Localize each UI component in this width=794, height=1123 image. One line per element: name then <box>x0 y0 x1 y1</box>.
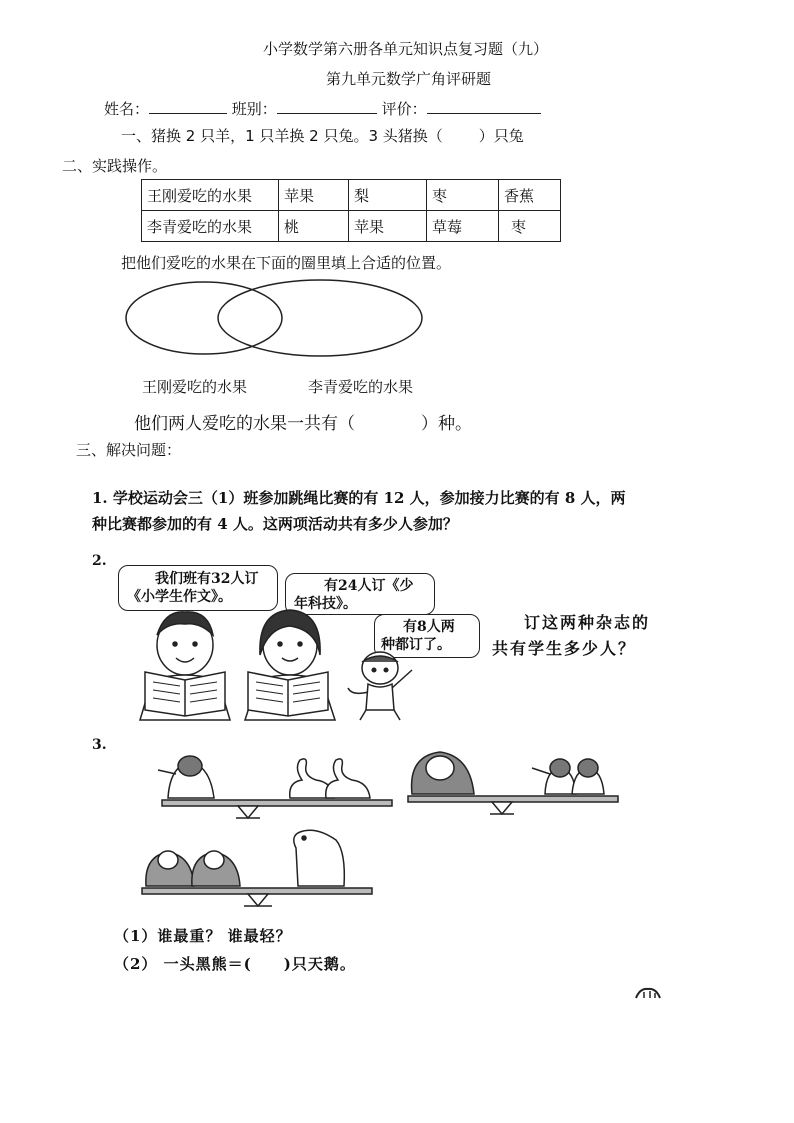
problem-3-question-1: （1）谁最重？ 谁最轻？ <box>114 927 292 945</box>
score-blank[interactable] <box>427 99 541 114</box>
score-label: 评价： <box>381 100 427 118</box>
problem-3-question-2: （2） 一头黑熊＝( )只天鹅。 <box>114 955 356 973</box>
q1-text-after: ）只兔 <box>478 127 524 145</box>
section-2-question <box>134 409 472 434</box>
bubble-3-line-1: 有8人两 <box>403 619 455 635</box>
right-circle-label: 李青爱吃的水果 <box>308 378 414 396</box>
table-cell: 草莓 <box>427 211 499 242</box>
table-cell: 梨 <box>349 180 427 211</box>
s2-question-after: ）种。 <box>421 414 472 434</box>
table-cell: 李青爱吃的水果 <box>142 211 279 242</box>
bubble-1-line-1: 我们班有32人订 <box>155 571 259 587</box>
table-cell: 桃 <box>279 211 349 242</box>
fruit-table <box>141 179 561 242</box>
bubble-2-line-1: 有24人订《少 <box>324 578 414 594</box>
swan-icon <box>326 759 370 798</box>
children-reading-illustration <box>120 600 420 725</box>
problem-1-line-1: 1. 学校运动会三（1）班参加跳绳比赛的有 12 人，参加接力比赛的有 8 人，两 <box>92 489 626 507</box>
decorative-mark <box>634 986 662 1000</box>
balance-scales-illustration <box>140 748 640 918</box>
problem-2-number: 2. <box>92 553 107 569</box>
scale-monkey-swans <box>158 756 392 818</box>
problem-2-question-line-1: 订这两种杂志的 <box>524 613 651 632</box>
section-2-title: 二、实践操作。 <box>62 157 168 175</box>
venn-left-circle[interactable] <box>126 282 282 354</box>
table-cell: 苹果 <box>349 211 427 242</box>
name-blank[interactable] <box>149 99 227 114</box>
bubble-3-line-2: 种都订了。 <box>381 637 451 653</box>
s2-question-before: 他们两人爱吃的水果一共有（ <box>134 414 355 434</box>
table-row <box>142 180 561 211</box>
table-cell: 香蕉 <box>499 180 561 211</box>
section-3-title: 三、解决问题： <box>76 441 182 459</box>
problem-1-line-2: 种比赛都参加的有 4 人。这两项活动共有多少人参加？ <box>92 515 458 533</box>
name-label: 姓名： <box>104 100 150 118</box>
problem-3-number: 3. <box>92 737 107 753</box>
scale-gorillas-bear <box>142 830 372 906</box>
table-cell: 苹果 <box>279 180 349 211</box>
section-2-instruction: 把他们爱吃的水果在下面的圈里填上合适的位置。 <box>121 254 452 272</box>
left-circle-label: 王刚爱吃的水果 <box>142 378 248 396</box>
question-1 <box>121 125 524 146</box>
q1-text-before: 一、猪换 2 只羊，1 只羊换 2 只兔。3 头猪换（ <box>121 127 443 145</box>
page-title: 小学数学第六册各单元知识点复习题（九） <box>263 40 549 58</box>
monkey-body <box>366 684 394 710</box>
bubble-2-line-2: 年科技》。 <box>294 596 357 612</box>
class-label: 班别： <box>231 100 277 118</box>
venn-diagram <box>120 278 460 368</box>
table-cell: 王刚爱吃的水果 <box>142 180 279 211</box>
table-row <box>142 211 561 242</box>
bubble-1-line-2: 《小学生作文》。 <box>127 589 232 605</box>
class-blank[interactable] <box>277 99 377 114</box>
table-cell: 枣 <box>499 211 561 242</box>
venn-right-circle[interactable] <box>218 280 422 356</box>
problem-2-question-line-2: 共有学生多少人？ <box>492 639 637 658</box>
scale-gorilla-monkeys <box>408 752 618 814</box>
table-cell: 枣 <box>427 180 499 211</box>
info-line <box>104 98 541 119</box>
page-subtitle: 第九单元数学广角评研题 <box>326 70 492 88</box>
